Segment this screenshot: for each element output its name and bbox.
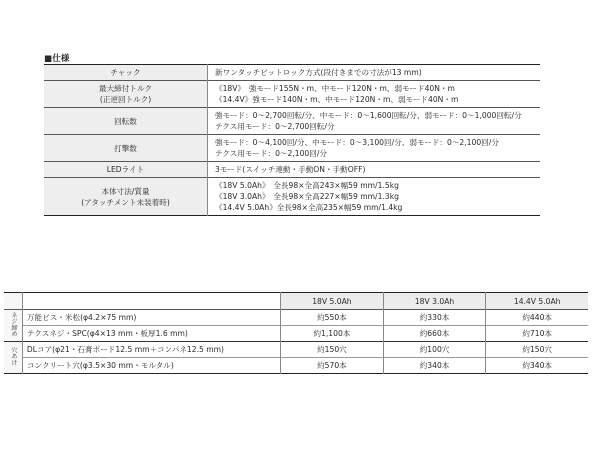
- spec-value: [208, 162, 541, 178]
- value-cell: 約1,100本: [281, 326, 384, 342]
- item-label: コンクリート穴(φ3.5×30 mm・モルタル): [22, 358, 280, 374]
- spec-label: 最大締付トルク (正逆回トルク): [44, 81, 208, 108]
- header-18v-3ah: 18V 3.0Ah: [383, 293, 486, 310]
- spec-row-torque: [44, 81, 540, 108]
- table-row: [4, 310, 588, 326]
- value-cell: 約570本: [281, 358, 384, 374]
- spec-value: [208, 178, 541, 216]
- spec-row-rpm: [44, 108, 540, 135]
- spec-row-led: [44, 162, 540, 178]
- spec-label: 本体寸法/質量 (アタッチメント未装着時): [44, 178, 208, 216]
- capacity-table: [4, 292, 588, 374]
- spec-line: 《18V 5.0Ah》 全長98×全高243×幅59 mm/1.5kg: [215, 181, 399, 190]
- spec-line: 3モード(スイッチ連動・手動ON・手動OFF): [215, 165, 366, 174]
- capacity-header-row: [4, 293, 588, 310]
- spec-line: テクス用モード：0～2,100回/分: [215, 149, 327, 158]
- spec-table: [44, 64, 540, 216]
- spec-line: 《18V》 強モード155N・m、中モード120N・m、弱モード40N・m: [215, 84, 455, 93]
- spec-label: 回転数: [44, 108, 208, 135]
- value-cell: 約340本: [383, 358, 486, 374]
- category-label: ネジ締め: [9, 311, 17, 337]
- spec-row-dimensions: [44, 178, 540, 216]
- spec-line: 《14.4V》強モード140N・m、中モード120N・m、弱モード40N・m: [215, 95, 459, 104]
- header-14v-5ah: 14.4V 5.0Ah: [486, 293, 588, 310]
- value-cell: 約710本: [522, 329, 553, 338]
- spec-label: LEDライト: [44, 162, 208, 178]
- table-row: [4, 342, 588, 358]
- header-18v-5ah: 18V 5.0Ah: [281, 293, 384, 310]
- spec-line: 強モード：0～4,100回/分、中モード：0～3,100回/分、弱モード：0～2,100回/分: [215, 138, 499, 147]
- spec-line: テクス用モード：0～2,700回転/分: [215, 122, 335, 131]
- spec-row-chuck: [44, 65, 540, 81]
- spec-line: 強モード：0～2,700回転/分、中モード：0～1,600回転/分、弱モード：0～1,000回転/分: [215, 111, 522, 120]
- spec-line: 《18V 3.0Ah》 全長98×全高227×幅59 mm/1.3kg: [215, 192, 399, 201]
- value-cell: 約100穴: [383, 342, 486, 358]
- spec-row-impact: [44, 135, 540, 162]
- table-row: [4, 358, 588, 374]
- category-cell: [4, 342, 22, 374]
- header-blank: [4, 293, 22, 310]
- value-cell: 約660本: [383, 326, 486, 342]
- spec-value: [208, 135, 541, 162]
- header-blank: [22, 293, 280, 310]
- value-cell: 約340本: [522, 361, 553, 370]
- category-cell: [4, 310, 22, 342]
- value-cell: 約440本: [522, 313, 553, 322]
- value-cell: 約150穴: [281, 342, 384, 358]
- spec-value: [208, 65, 541, 81]
- value-cell: 約150穴: [522, 345, 553, 354]
- item-label: DLコア(φ21・石膏ボード12.5 mm＋コンパネ12.5 mm): [22, 342, 280, 358]
- category-label: 穴あけ: [9, 346, 17, 366]
- spec-value: [208, 81, 541, 108]
- spec-label: 打撃数: [44, 135, 208, 162]
- section-title: ■仕様: [44, 54, 70, 64]
- value-cell: 約550本: [281, 310, 384, 326]
- spec-line: 新ワンタッチビットロック方式(段付きまでの寸法が13 mm): [215, 68, 422, 77]
- table-row: [4, 326, 588, 342]
- spec-line: 《14.4V 5.0Ah》全長98×全高235×幅59 mm/1.4kg: [215, 203, 403, 212]
- item-label: テクスネジ・SPC(φ4×13 mm・板厚1.6 mm): [22, 326, 280, 342]
- item-label: 万能ビス・米松(φ4.2×75 mm): [22, 310, 280, 326]
- spec-value: [208, 108, 541, 135]
- spec-label: チャック: [44, 65, 208, 81]
- value-cell: 約330本: [383, 310, 486, 326]
